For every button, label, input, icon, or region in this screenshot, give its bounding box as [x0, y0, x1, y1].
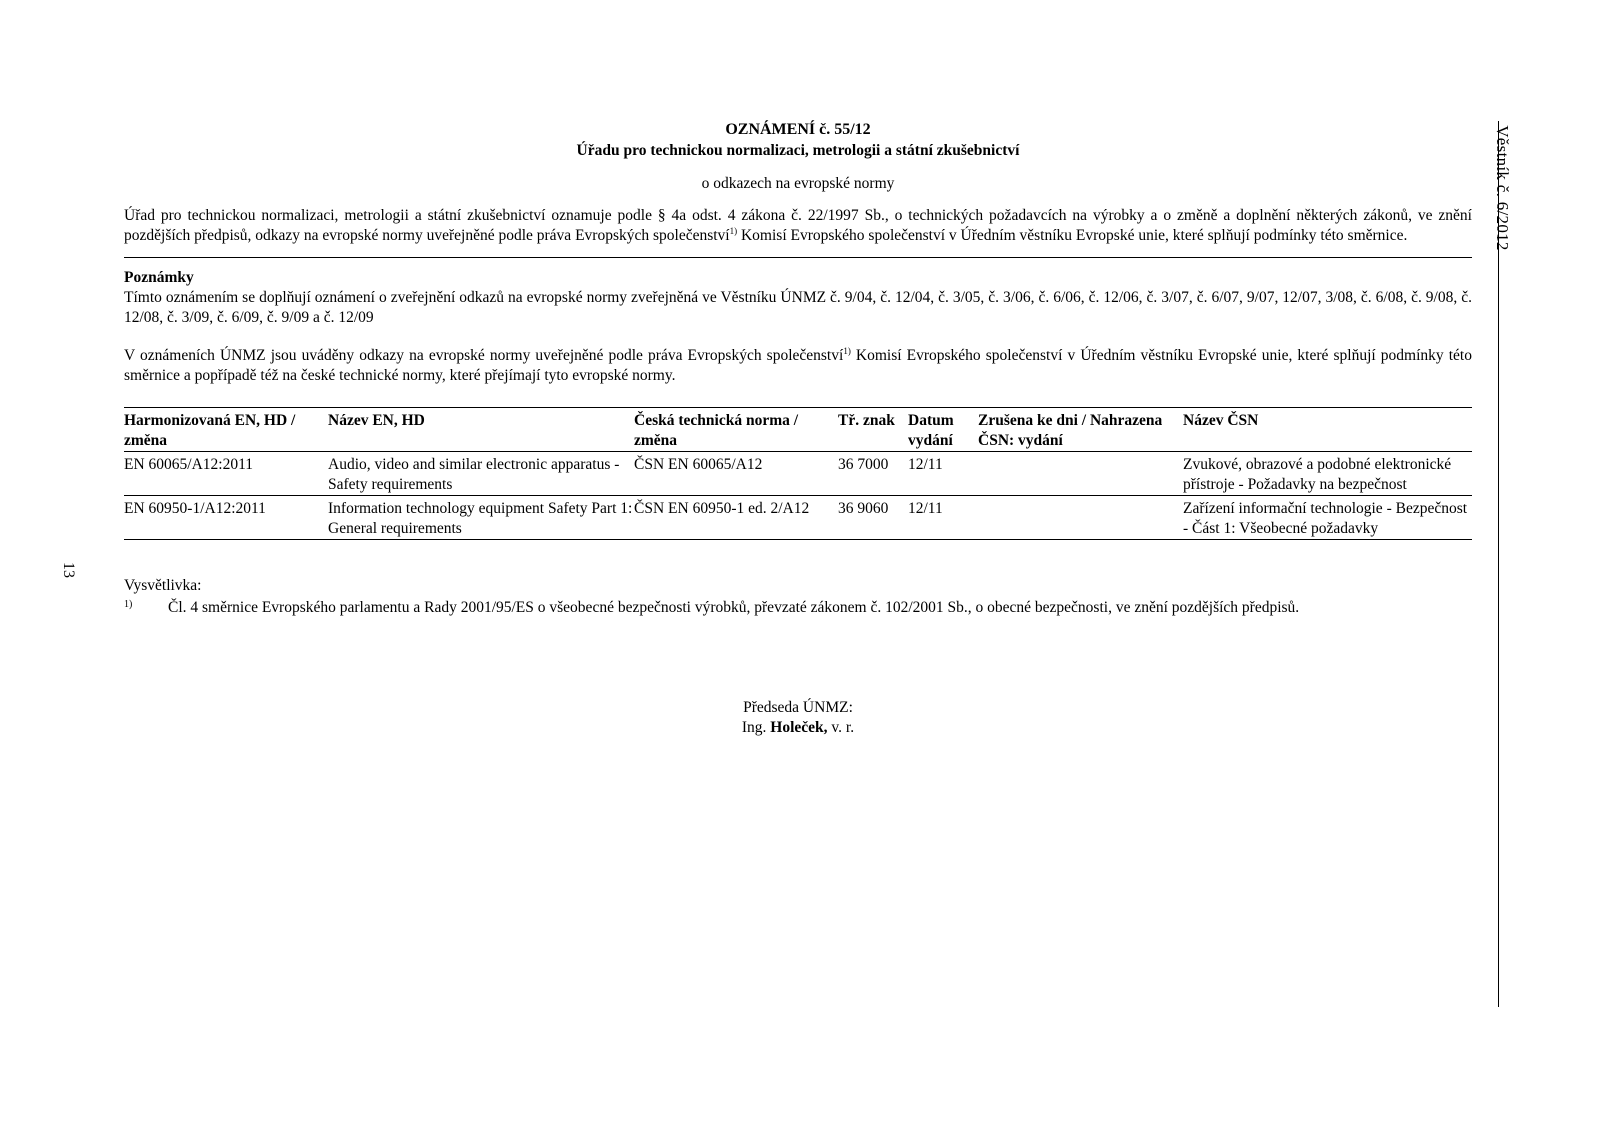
footnote-label: Vysvětlivka:: [124, 577, 202, 594]
document-subtitle: Úřadu pro technickou normalizaci, metrologii a státní zkušebnictví: [576, 142, 1020, 159]
footnote: [124, 598, 1472, 618]
intro-text: Úřad pro technickou normalizaci, metrologii a státní zkušebnictví oznamuje podle § 4a odst. 4 zákona č. 22/1997 Sb., o technických požadavcích na výrobky a o změně a doplnění některých zákonů, ve znění pozdějších předpisů, odkazy na evropské normy uveřejněné podle práva Evropských společenství: [124, 207, 1472, 244]
footnote-ref: 1): [729, 226, 738, 236]
second-paragraph: [124, 346, 1472, 386]
table-row: [124, 496, 1472, 540]
column-header: Česká technická norma / změna: [634, 408, 838, 452]
column-header: Název EN, HD: [328, 408, 634, 452]
table-cell: Zvukové, obrazové a podobné elektronické přístroje - Požadavky na bezpečnost: [1183, 452, 1472, 496]
table-cell: 36 7000: [838, 452, 908, 496]
page-number: 13: [60, 562, 77, 578]
second-text-end: Komisí Evropského společenství v Úředním věstníku Evropské unie, které splňují podmínky této směrnice a popřípadě též na české technické normy, které přejímají tyto evropské normy.: [124, 347, 1472, 384]
journal-issue-label: Věstník č. 6/2012: [1493, 125, 1512, 251]
norms-table: [124, 407, 1472, 540]
notes-paragraph: Tímto oznámením se doplňují oznámení o zveřejnění odkazů na evropské normy zveřejněná ve Věstníku ÚNMZ č. 9/04, č. 12/04, č. 3/05, č. 3/06, č. 6/06, č. 12/06, č. 3/07, č. 6/07, 9/07, 12/07, 3/08, č. 6/08, č. 9/08, č. 12/08, č. 3/09, č. 6/09, č. 9/09 a č. 12/09: [124, 289, 1472, 326]
document-body: [124, 119, 1472, 738]
table-cell: ČSN EN 60950-1 ed. 2/A12: [634, 496, 838, 540]
table-header-row: [124, 408, 1472, 452]
table-cell: ČSN EN 60065/A12: [634, 452, 838, 496]
table-row: [124, 452, 1472, 496]
intro-paragraph: [124, 206, 1472, 246]
signature-role: Předseda ÚNMZ:: [743, 699, 853, 716]
intro-text-end: Komisí Evropského společenství v Úředním věstníku Evropské unie, které splňují podmínky této směrnice.: [737, 227, 1408, 244]
notes-heading: Poznámky: [124, 269, 194, 286]
signature-surname: Holeček,: [770, 719, 828, 736]
table-cell: 12/11: [908, 452, 978, 496]
table-cell: Zařízení informační technologie - Bezpečnost - Část 1: Všeobecné požadavky: [1183, 496, 1472, 540]
document-topic: o odkazech na evropské normy: [701, 175, 895, 192]
section-divider: [124, 257, 1472, 258]
table-cell: [978, 496, 1183, 540]
footnote-text: Čl. 4 směrnice Evropského parlamentu a Rady 2001/95/ES o všeobecné bezpečnosti výrobků, převzaté zákonem č. 102/2001 Sb., o obecné bezpečnosti, ve znění pozdějších předpisů.: [168, 599, 1300, 616]
signature-name: [124, 718, 1472, 738]
document-title: OZNÁMENÍ č. 55/12: [725, 121, 871, 138]
footnote-mark: 1): [124, 599, 133, 610]
table-cell: 36 9060: [838, 496, 908, 540]
table-cell: 12/11: [908, 496, 978, 540]
table-cell: [978, 452, 1183, 496]
column-header: Datum vydání: [908, 408, 978, 452]
footnote-ref: 1): [843, 346, 851, 356]
signature-block: [124, 698, 1472, 738]
signature-suffix: v. r.: [831, 719, 855, 736]
table-cell: Audio, video and similar electronic apparatus - Safety requirements: [328, 452, 634, 496]
table-cell: Information technology equipment Safety Part 1: General requirements: [328, 496, 634, 540]
second-text: V oznámeních ÚNMZ jsou uváděny odkazy na evropské normy uveřejněné podle práva Evropských společenství: [124, 347, 844, 364]
column-header: Tř. znak: [838, 408, 908, 452]
table-cell: EN 60950-1/A12:2011: [124, 496, 328, 540]
column-header: Zrušena ke dni / Nahrazena ČSN: vydání: [978, 408, 1183, 452]
signature-prefix: Ing.: [741, 719, 767, 736]
column-header: Název ČSN: [1183, 408, 1472, 452]
table-cell: EN 60065/A12:2011: [124, 452, 328, 496]
column-header: Harmonizovaná EN, HD / změna: [124, 408, 328, 452]
document-header: [124, 119, 1472, 194]
